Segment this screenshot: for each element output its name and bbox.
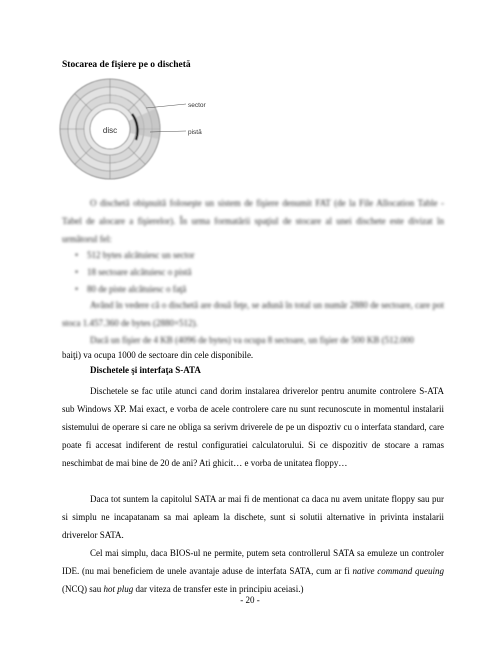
disk-diagram-svg (58, 74, 218, 184)
track-label: pistă (188, 129, 202, 136)
blurred-paragraph-3: Dacă un fişier de 4 KB (4096 de bytes) va ocupa 8 sectoare, un fişier de 500 KB (512.000 (90, 335, 414, 345)
paragraph-floppy-sata: Dischetele se fac utile atunci cand dorim instalarea driverelor pentru anumite controlere S-ATA sub Windows XP. Mai exact, e vorba de acele controlere care nu sunt recunoscute in momentul instalarii sistemului de operare si care ne obliga sa serivm driverele de pe un dispoztiv cu o interfata standard, care poate fi accesat indiferent de restul configuratiei calculatorului. Si ce dispozitiv de stocare a ramas neschimbat de mai bine de 20 de ani? Ati ghicit… e vorba de unitatea floppy… (62, 386, 444, 468)
subheading-sata: Dischetele şi interfaţa S-ATA (90, 365, 201, 375)
paragraph-ide-emulation (62, 544, 444, 598)
blurred-paragraph-2: Având în vedere că o dischetă are două feţe, se adună în total un număr 2880 de sectoare, care pot stoca 1.457.360 de bytes (2880×512). (62, 300, 444, 328)
bullet-text: 80 de piste alcătuiesc o faţă (87, 284, 187, 294)
bullet-item: • 80 de piste alcătuiesc o faţă (75, 284, 187, 294)
bullet-text: 18 sectoare alcătuiesc o pistă (87, 267, 192, 277)
section-heading: Stocarea de fişiere pe o dischetă (62, 60, 191, 70)
text-run: dar viteza de transfer este in principiu aceiasi.) (133, 584, 304, 594)
paragraph-alternatives: Daca tot suntem la capitolul SATA ar mai fi de mentionat ca daca nu avem unitate floppy sau pur si simplu ne incapatanam sa mai apleam la dischete, sunt si solutii alternative in privinta instalarii driverelor SATA. (62, 494, 444, 540)
text-run: (NCQ) sau (62, 584, 104, 594)
italic-term: hot plug (103, 584, 134, 594)
bullet-text: 512 bytes alcătuiesc un sector (87, 250, 195, 260)
text-run: Cel mai simplu, daca BIOS-ul ne permite, putem seta controllerul SATA sa emuleze un controler IDE. (nu mai beneficiem de unele avantaje aduse de interfata SATA, cum ar fi (62, 548, 444, 576)
page-number: - 20 - (240, 595, 260, 605)
italic-term: native command queuing (352, 566, 444, 576)
paragraph-continuation: baiţi) va ocupa 1000 de sectoare din cele disponibile. (62, 350, 254, 360)
bullet-item: • 512 bytes alcătuiesc un sector (75, 250, 195, 260)
disk-center-label: disc (102, 126, 118, 135)
sector-label: sector (188, 102, 206, 109)
disk-diagram (58, 74, 218, 184)
blurred-paragraph-1: O dischetă obişnuită foloseşte un sistem de fişiere denumit FAT (de la File Allocation Table - Tabel de alocare a fişierelor). În urma formatării spaţiul de stocare al unei dischete este divizat în următorul fel: (62, 198, 444, 244)
bullet-item: • 18 sectoare alcătuiesc o pistă (75, 267, 192, 277)
